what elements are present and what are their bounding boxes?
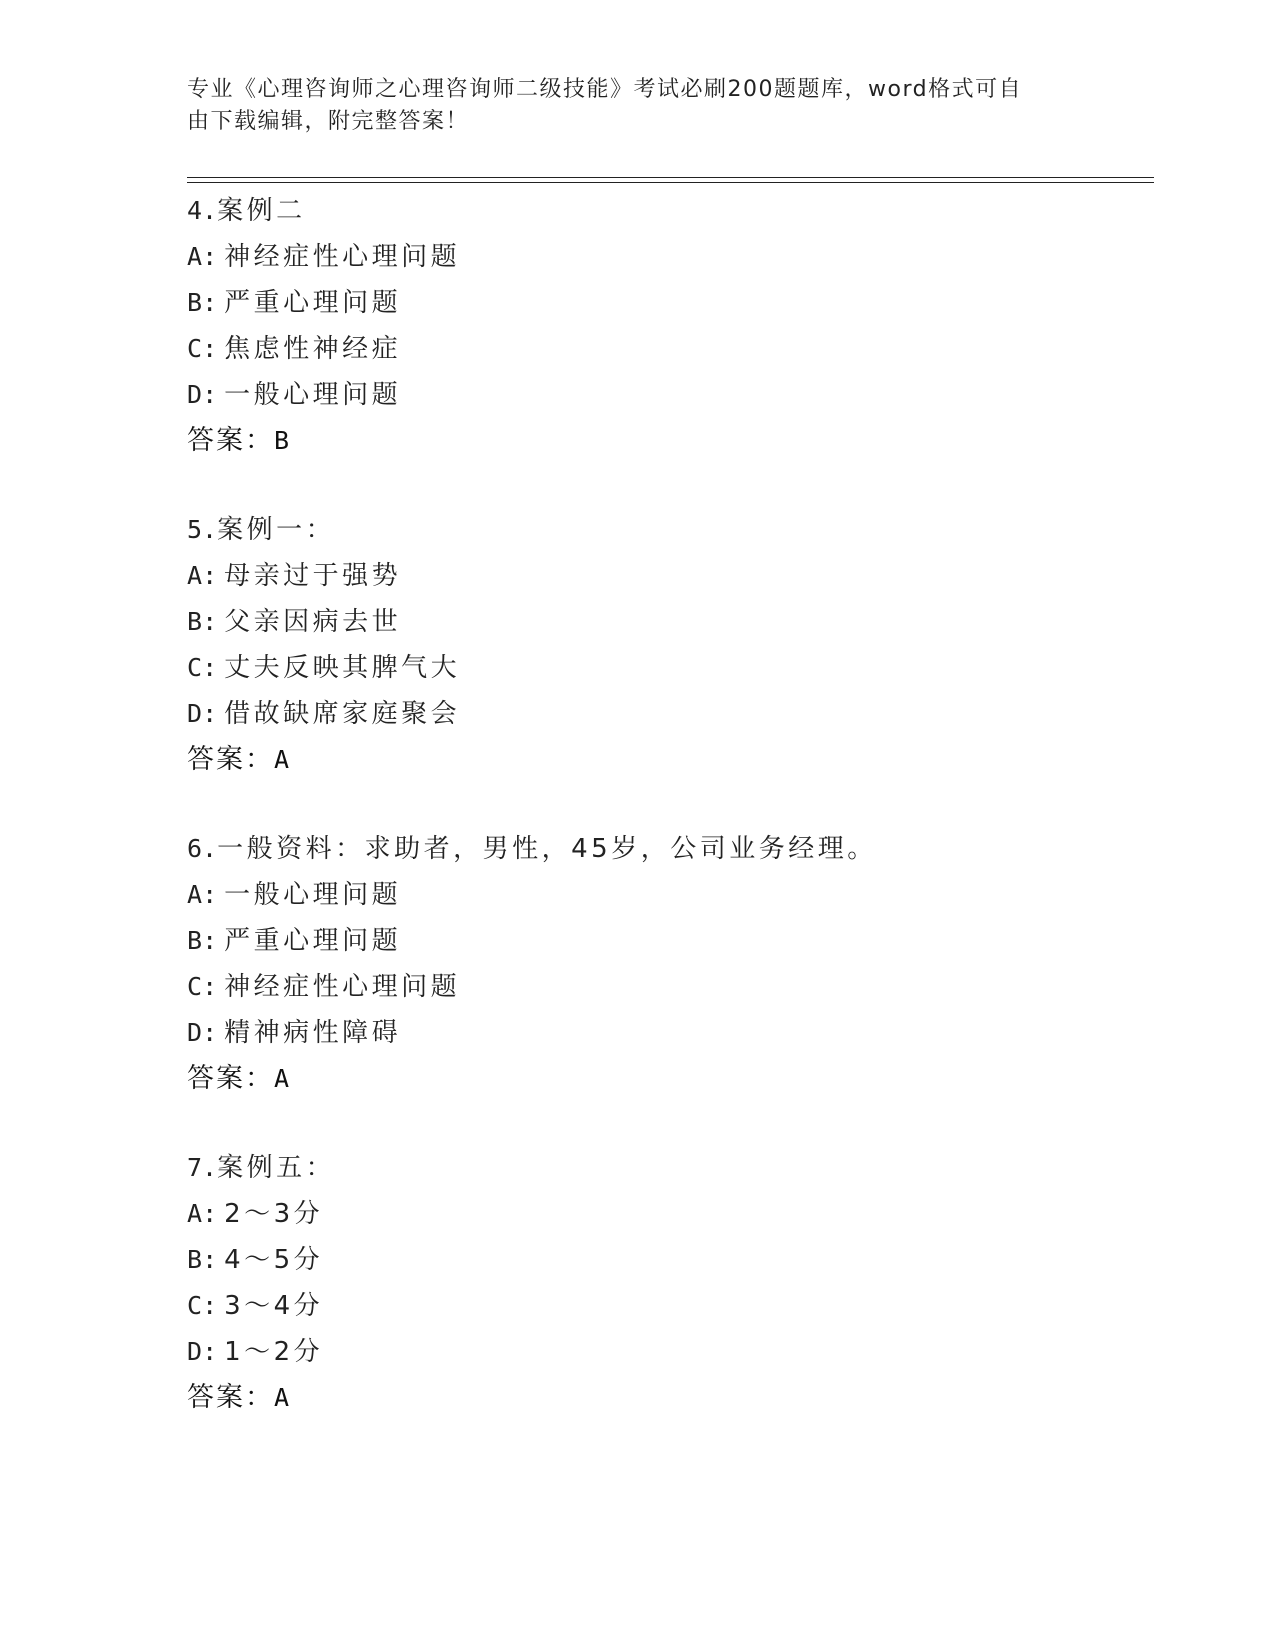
option-letter: D — [187, 1337, 203, 1366]
header-divider-top — [187, 177, 1154, 178]
option-letter: A — [187, 1199, 203, 1228]
option-separator: : — [202, 380, 218, 409]
option-b — [187, 918, 1087, 964]
option-separator: : — [202, 334, 218, 363]
option-text: 3～4分 — [224, 1291, 324, 1321]
answer-line — [187, 418, 1087, 464]
option-separator: : — [202, 880, 218, 909]
option-text: 4～5分 — [224, 1245, 324, 1275]
option-text: 1～2分 — [224, 1337, 324, 1367]
option-text: 焦虑性神经症 — [224, 334, 402, 364]
option-separator: : — [202, 1337, 218, 1366]
option-letter: D — [187, 1018, 203, 1047]
option-letter: A — [187, 880, 203, 909]
question-stem — [187, 1145, 1087, 1191]
answer-label: 答案： — [187, 744, 274, 775]
answer-line — [187, 1375, 1087, 1421]
option-b — [187, 280, 1087, 326]
answer-value: A — [274, 745, 292, 774]
question-7 — [187, 1145, 1087, 1421]
option-a — [187, 872, 1087, 918]
question-stem — [187, 826, 1087, 872]
option-letter: C — [187, 334, 203, 363]
option-text: 神经症性心理问题 — [224, 972, 461, 1002]
option-a — [187, 553, 1087, 599]
option-separator: : — [202, 288, 218, 317]
option-letter: B — [187, 926, 203, 955]
option-text: 母亲过于强势 — [224, 561, 402, 591]
question-5 — [187, 507, 1087, 783]
answer-label: 答案： — [187, 1063, 274, 1094]
question-stem — [187, 507, 1087, 553]
header-divider-bottom — [187, 182, 1154, 183]
option-a — [187, 234, 1087, 280]
option-letter: B — [187, 288, 203, 317]
option-b — [187, 1237, 1087, 1283]
answer-value: A — [274, 1064, 292, 1093]
answer-value: B — [274, 426, 292, 455]
answer-line — [187, 737, 1087, 783]
option-separator: : — [202, 699, 218, 728]
option-letter: D — [187, 380, 203, 409]
question-stem — [187, 188, 1087, 234]
answer-label: 答案： — [187, 425, 274, 456]
option-letter: A — [187, 242, 203, 271]
option-letter: C — [187, 653, 203, 682]
option-c — [187, 1283, 1087, 1329]
option-letter: A — [187, 561, 203, 590]
header-line-1: 专业《心理咨询师之心理咨询师二级技能》考试必刷200题题库，word格式可自 — [187, 77, 1023, 102]
option-letter: C — [187, 972, 203, 1001]
option-text: 精神病性障碍 — [224, 1018, 402, 1048]
question-number: 5. — [187, 515, 218, 544]
option-c — [187, 964, 1087, 1010]
option-d — [187, 1329, 1087, 1375]
option-separator: : — [202, 653, 218, 682]
option-d — [187, 691, 1087, 737]
option-letter: C — [187, 1291, 203, 1320]
option-text: 父亲因病去世 — [224, 607, 402, 637]
option-a — [187, 1191, 1087, 1237]
option-c — [187, 645, 1087, 691]
question-6 — [187, 826, 1087, 1102]
question-text: 案例一： — [217, 515, 336, 545]
option-separator: : — [202, 1199, 218, 1228]
option-text: 严重心理问题 — [224, 926, 402, 956]
option-separator: : — [202, 1018, 218, 1047]
question-number: 7. — [187, 1153, 218, 1182]
option-text: 一般心理问题 — [224, 380, 402, 410]
option-text: 借故缺席家庭聚会 — [224, 699, 461, 729]
answer-label: 答案： — [187, 1382, 274, 1413]
option-b — [187, 599, 1087, 645]
question-number: 4. — [187, 196, 218, 225]
option-text: 严重心理问题 — [224, 288, 402, 318]
question-4 — [187, 188, 1087, 464]
header-line-2: 由下载编辑，附完整答案！ — [187, 109, 470, 134]
document-header — [187, 74, 1067, 138]
option-text: 丈夫反映其脾气大 — [224, 653, 461, 683]
option-letter: B — [187, 1245, 203, 1274]
option-letter: D — [187, 699, 203, 728]
option-c — [187, 326, 1087, 372]
option-separator: : — [202, 242, 218, 271]
option-text: 神经症性心理问题 — [224, 242, 461, 272]
option-d — [187, 372, 1087, 418]
question-text: 案例二 — [217, 196, 306, 226]
option-separator: : — [202, 972, 218, 1001]
option-separator: : — [202, 1291, 218, 1320]
option-d — [187, 1010, 1087, 1056]
answer-value: A — [274, 1383, 292, 1412]
option-separator: : — [202, 926, 218, 955]
question-number: 6. — [187, 834, 218, 863]
option-letter: B — [187, 607, 203, 636]
option-separator: : — [202, 561, 218, 590]
answer-line — [187, 1056, 1087, 1102]
option-text: 2～3分 — [224, 1199, 324, 1229]
question-text: 一般资料：求助者，男性，45岁，公司业务经理。 — [217, 834, 877, 864]
question-text: 案例五： — [217, 1153, 336, 1183]
option-text: 一般心理问题 — [224, 880, 402, 910]
option-separator: : — [202, 607, 218, 636]
option-separator: : — [202, 1245, 218, 1274]
